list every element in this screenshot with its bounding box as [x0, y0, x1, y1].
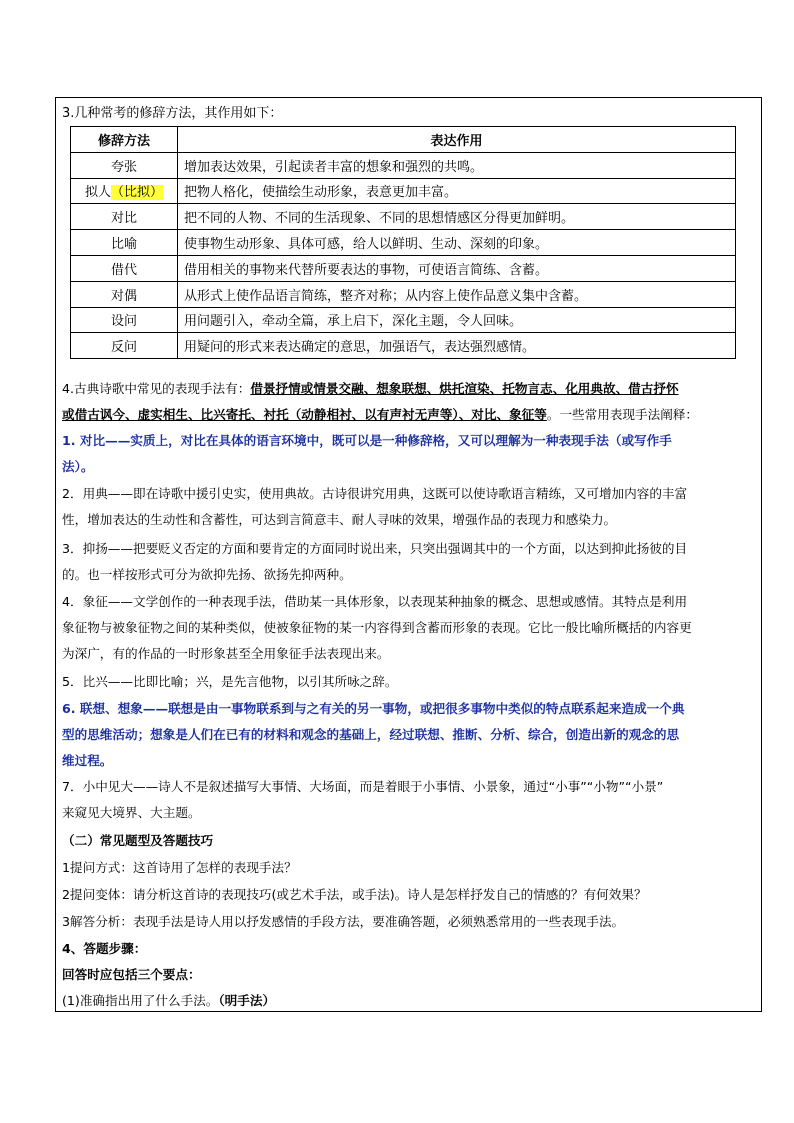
- column-header-method: 修辞方法: [71, 127, 178, 153]
- table-row: [71, 333, 736, 359]
- method-name: 拟人: [84, 185, 111, 201]
- method-cell: 借代: [71, 255, 178, 281]
- table-row: [71, 255, 736, 281]
- question-3: 3解答分析：表现手法是诗人用以抒发感情的手段方法，要准确答题，必须熟悉常用的一些表现手法。: [62, 914, 625, 929]
- part-2-heading: （二）常见题型及答题技巧: [62, 833, 214, 848]
- item-1-line1: 1. 对比——实质上，对比在具体的语言环境中，既可以是一种修辞格，又可以理解为一种表现手法（或写作手: [62, 433, 672, 448]
- effect-cell: 用问题引入，牵动全篇，承上启下，深化主题，令人回味。: [178, 307, 736, 333]
- rhetoric-table: [70, 126, 736, 359]
- item-2-allusion: [62, 481, 754, 533]
- table-row: [71, 230, 736, 256]
- item-4-line2: 象征物与被象征物之间的某种类似，使被象征物的某一内容得到含蓄而形象的表现。它比一般比喻所概括的内容更: [62, 620, 692, 635]
- effect-cell: 从形式上使作品语言简练，整齐对称；从内容上使作品意义集中含蓄。: [178, 281, 736, 307]
- item-6-line2: 型的思维活动；想象是人们在已有的材料和观念的基础上，经过联想、推断、分析、综合，创造出新的观念的思: [62, 727, 680, 742]
- method-cell: [71, 178, 178, 204]
- question-2: 2提问变体：请分析这首诗的表现技巧(或艺术手法，或手法)。诗人是怎样抒发自己的情感的？有何效果？: [62, 887, 647, 902]
- table-intro: 3.几种常考的修辞方法，其作用如下：: [62, 106, 283, 121]
- item-1-line2: 法）。: [62, 459, 94, 474]
- item-2-line1: 2．用典——即在诗歌中援引史实，使用典故。古诗很讲究用典，这既可以使诗歌语言精练，又可增加内容的丰富: [62, 486, 688, 501]
- effect-cell: 借用相关的事物来代替所要表达的事物，可使语言简练、含蓄。: [178, 255, 736, 281]
- method-cell: 夸张: [71, 152, 178, 178]
- item-6-association: [62, 696, 754, 774]
- step-1: [62, 988, 754, 1014]
- method-highlight-note: （比拟）: [111, 185, 164, 201]
- item-3-line1: 3．抑扬——把要贬义否定的方面和要肯定的方面同时说出来，只突出强调其中的一个方面，以达到抑此扬彼的目: [62, 541, 688, 556]
- question-1: 1提问方式：这首诗用了怎样的表现手法？: [62, 860, 297, 875]
- effect-cell: 使事物生动形象、具体可感，给人以鲜明、生动、深刻的印象。: [178, 230, 736, 256]
- column-header-effect: 表达作用: [178, 127, 736, 153]
- item-7-small-to-large: [62, 774, 754, 826]
- method-cell: 设问: [71, 307, 178, 333]
- item-6-line3: 维过程。: [62, 753, 113, 768]
- item-4-line1: 4．象征——文学创作的一种表现手法，借助某一具体形象，以表现某种抽象的概念、思想或感情。其特点是利用: [62, 594, 688, 609]
- step-1-tag: （明手法）: [218, 993, 276, 1008]
- steps-subheading: 回答时应包括三个要点：: [62, 967, 201, 982]
- technique-list-line2: 或借古讽今、虚实相生、比兴寄托、衬托（动静相衬、以有声衬无声等）、对比、象征等: [62, 407, 547, 422]
- item-7-line1: 7．小中见大——诗人不是叙述描写大事情、大场面，而是着眼于小事情、小景象，通过“小事”“小物”“小景”: [62, 779, 664, 794]
- effect-cell: 把不同的人物、不同的生活现象、不同的思想情感区分得更加鲜明。: [178, 204, 736, 230]
- item-6-line1: 6. 联想、想象——联想是由一事物联系到与之有关的另一事物，或把很多事物中类似的特点联系起来造成一个典: [62, 701, 685, 716]
- item-1-contrast: [62, 428, 754, 480]
- effect-cell: 把物人格化，使描绘生动形象，表意更加丰富。: [178, 178, 736, 204]
- table-row: [71, 178, 736, 204]
- item-4-symbolism: [62, 589, 754, 667]
- table-row: [71, 204, 736, 230]
- method-cell: 比喻: [71, 230, 178, 256]
- section-4-paragraph: [62, 376, 754, 428]
- method-cell: 反问: [71, 333, 178, 359]
- method-cell: 对偶: [71, 281, 178, 307]
- table-row: [71, 152, 736, 178]
- item-7-line2: 来窥见大境界、大主题。: [62, 805, 201, 820]
- item-5-bixing: 5．比兴——比即比喻；兴，是先言他物，以引其所咏之辞。: [62, 674, 398, 689]
- steps-heading: 4、答题步骤：: [62, 941, 147, 956]
- table-header-row: [71, 127, 736, 153]
- section-4-tail: 。一些常用表现手法阐释：: [546, 407, 698, 422]
- table-row: [71, 281, 736, 307]
- item-2-line2: 性，增加表达的生动性和含蓄性，可达到言简意丰、耐人寻味的效果，增强作品的表现力和感染力。: [62, 512, 617, 527]
- item-3-line2: 的。也一样按形式可分为欲抑先扬、欲扬先抑两种。: [62, 567, 352, 582]
- item-4-line3: 为深广，有的作品的一时形象甚至全用象征手法表现出来。: [62, 646, 390, 661]
- table-row: [71, 307, 736, 333]
- step-1-text: (1)准确指出用了什么手法。: [62, 993, 219, 1008]
- technique-list-line1: 借景抒情或情景交融、想象联想、烘托渲染、托物言志、化用典故、借古抒怀: [250, 381, 679, 396]
- item-3-restraint: [62, 536, 754, 588]
- method-cell: 对比: [71, 204, 178, 230]
- section-4-lead: 4.古典诗歌中常见的表现手法有：: [62, 381, 251, 396]
- effect-cell: 用疑问的形式来表达确定的意思，加强语气，表达强烈感情。: [178, 333, 736, 359]
- effect-cell: 增加表达效果，引起读者丰富的想象和强烈的共鸣。: [178, 152, 736, 178]
